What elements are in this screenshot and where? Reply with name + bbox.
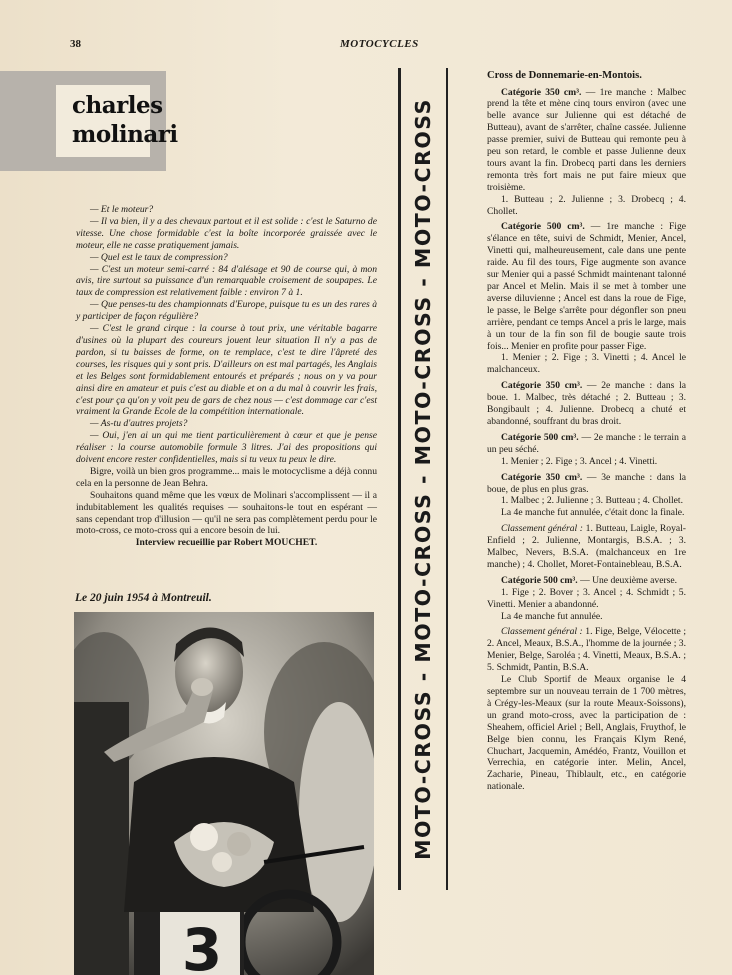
interview-paragraph: Souhaitons quand même que les vœux de Molinari s'accomplissent — il a indubitablement les qualités requises — souhaitons-le tout en espérant — sans cependant trop d'illusion — qu'il ne sera pas complètement perdu pour le moto-cross, ce moto-cross qui a encore besoin de lui. xyxy=(76,489,377,537)
report-text: — 3e manche : dans la boue, de plus en plus gras. xyxy=(487,471,687,495)
report-paragraph xyxy=(487,194,686,218)
rider-photo-image xyxy=(74,612,374,975)
report-paragraph xyxy=(487,380,686,428)
report-text: 1. Malbec ; 2. Julienne ; 3. Butteau ; 4. Chollet. xyxy=(501,495,683,507)
report-paragraph xyxy=(487,587,686,611)
report-paragraph xyxy=(487,472,686,496)
category-heading: Catégorie 350 cm³. xyxy=(501,471,583,483)
article-title: Cross de Donnemarie-en-Montois. xyxy=(487,70,642,81)
running-head: MOTOCYCLES xyxy=(340,38,419,50)
category-heading: Catégorie 500 cm³. xyxy=(501,221,585,233)
banner-text: MOTO-CROSS - MOTO-CROSS - MOTO-CROSS - MOTO-CROSS xyxy=(411,98,435,860)
rider-photo xyxy=(74,612,374,975)
report-text: 1. Menier ; 2. Fige ; 3. Vinetti ; 4. Ancel le malchanceux. xyxy=(487,352,686,376)
interview-paragraph: Bigre, voilà un bien gros programme... mais le motocyclisme a déjà connu cela en la personne de Jean Behra. xyxy=(76,465,377,489)
report-text: 1. Fige, Belge, Vélocette ; 2. Ancel, Meaux, B.S.A., l'homme de la journée ; 3. Menier, Belge, Saroléa ; 4. Vinetti, Meaux, B.S.A. ; 5. Schmidt, Pantin, B.S.A. xyxy=(487,626,686,674)
interview-paragraph: — Quel est le taux de compression? xyxy=(90,251,228,263)
report-paragraph xyxy=(487,456,686,468)
interview-paragraph: — C'est un moteur semi-carré : 84 d'alésage et 90 de course qui, à mon avis, tire surtout sa puissance d'un remarquable croisement de soupapes. Le taux de compression est relativement faible : environ 7 à 1. xyxy=(76,263,377,299)
report-paragraph xyxy=(487,352,686,376)
report-paragraph xyxy=(487,507,686,519)
report-text: Le Club Sportif de Meaux organise le 4 septembre sur un nouveau terrain de 1 700 mètres, à Crégy-les-Meaux (sur la route Meaux-Soissons), un grand moto-cross, avec la participation de : Sheahem, officiel Ariel ; Bell, Anglais, Fruythof, le Belge bien connu, les Français Klym René, Chuchart, Jacquemin, Amédéo, Frantz, Vouillon et Verrechia, en catégorie inter. Melin, Ancel, Zacharie, Pineau, Thiblault, etc., en catégorie nationale. xyxy=(487,674,686,793)
report-text: — 2e manche : dans la boue. 1. Malbec, très détaché ; 2. Butteau ; 3. Bongibault ; 4. Julienne. Drobecq a chuté et abandonné, souffrant du bras droit. xyxy=(487,380,687,427)
race-report-column xyxy=(487,70,686,793)
interview-paragraph: — Il va bien, il y a des chevaux partout et il est solide : c'est le Saturno de vitesse. Une chose formidable c'est la boîte incorporée graissée avec le moteur, elle ne casse pratiquement jamais. xyxy=(76,215,377,251)
interview-paragraph: — Que penses-tu des championnats d'Europe, puisque tu es un des rares à y participer de façon régulière? xyxy=(76,299,377,323)
report-paragraph xyxy=(487,87,686,194)
interview-column xyxy=(76,204,377,549)
category-heading: Catégorie 500 cm³. xyxy=(501,431,579,443)
category-heading: Catégorie 350 cm³. xyxy=(501,380,583,392)
name-box xyxy=(0,71,178,171)
report-text: 1. Butteau ; 2. Julienne ; 3. Drobecq ; 4. Chollet. xyxy=(487,193,686,217)
report-text: — 2e manche : le terrain a un peu séché. xyxy=(487,431,686,455)
report-text: 1. Menier ; 2. Fige ; 3. Ancel ; 4. Vinetti. xyxy=(501,455,658,467)
report-text: — Une deuxième averse. xyxy=(577,574,678,586)
interview-paragraph: — Oui, j'en ai un qui me tient particulièrement à cœur et que je pense réaliser : la course automobile formule 3 litres. J'ai des propositions qui doivent encore rester confidentielles, mais si tu veux tu peux le dire. xyxy=(76,430,377,466)
category-heading: Catégorie 500 cm³. xyxy=(501,574,578,586)
interview-paragraph: — As-tu d'autres projets? xyxy=(90,418,188,430)
interview-paragraph: — Et le moteur? xyxy=(90,204,154,215)
report-text: 1. Fige ; 2. Bover ; 3. Ancel ; 4. Schmidt ; 5. Vinetti. Menier a abandonné. xyxy=(487,586,686,610)
report-paragraph xyxy=(487,674,686,793)
report-paragraph xyxy=(487,523,686,571)
moto-cross-banner xyxy=(398,68,448,890)
report-paragraph xyxy=(487,495,686,507)
photo-caption: Le 20 juin 1954 à Montreuil. xyxy=(75,592,212,604)
report-text: La 4e manche fut annulée. xyxy=(501,610,603,622)
interview-paragraph: — C'est le grand cirque : la course à tout prix, une véritable bagarre d'usines où la plupart des coureurs jouent leur situation Il n'y a pas de pardon, si tu baisses de forme, on te remplace, c'est te dire l'âpreté des courses, les risques qui y sont pris. D'ailleurs on est mal partagés, les Anglais et les Belges sont formidablement entourés et préparés ; nous on y va pour ainsi dire en amateur et puis c'est au diable et on a du mal à couvrir les frais, c'est pour ça qu'on y voit peu de gars de chez nous — c'est dommage car c'est vraiment la Grande Ecole de la compétition internationale. xyxy=(76,323,377,418)
name-first: charles xyxy=(72,92,163,119)
report-text: — 1re manche : Fige s'élance en tête, suivi de Schmidt, Menier, Ancel, Vinetti qui, malheureusement, cale dans une pente raide. Au fil des tours, Fige augmente son avance sur Menier qui a passé Schmidt maintenant talonné par Ancel et Melin. Mais il se met à tomber une averse diluvienne ; Ancel est dans la roue de Fige, le passe, le Belge s'arrête pour dégonfler son pneu arrière, pendant ce temps Ancel a pris le large, mais à un tour de la fin son fil de bougie saute trois fois... Menier en profite pour passer Fige. xyxy=(487,221,686,352)
interview-signature: Interview recueillie par Robert MOUCHET. xyxy=(135,537,318,549)
category-heading: Classement général : xyxy=(501,523,584,535)
report-text: — 1re manche : Malbec prend la tête et mène cinq tours environ (avec une belle avance sur Julienne qui est détaché de Butteau), avant de s'arrêter, chaîne cassée. Julienne passe premier, suivi de Butteau qui remonte peu à peu son retard, le comble et passe Julienne deux tours avant la fin. Drobecq parti dans les derniers remonta très fort mais ne put faire mieux que troisième. xyxy=(487,86,686,193)
race-plate-number: 3 xyxy=(181,916,223,975)
category-heading: Catégorie 350 cm³. xyxy=(501,86,582,98)
page-number: 38 xyxy=(70,38,81,50)
name-box-title xyxy=(56,85,178,157)
report-paragraph xyxy=(487,221,686,352)
report-text: 1. Butteau, Laigle, Royal-Enfield ; 2. Julienne, Montargis, B.S.A. ; 3. Malbec, Nevers, B.S.A. (malchanceux en 1re manche) ; 4. Chollet, Moret-Fontainebleau, B.S.A. xyxy=(487,523,686,570)
report-paragraph xyxy=(487,432,686,456)
report-text: La 4e manche fut annulée, c'était donc la finale. xyxy=(501,507,685,519)
category-heading: Classement général : xyxy=(501,626,583,638)
report-paragraph xyxy=(487,611,686,623)
report-paragraph xyxy=(487,626,686,674)
report-paragraph xyxy=(487,575,686,587)
name-last: molinari xyxy=(72,121,178,148)
